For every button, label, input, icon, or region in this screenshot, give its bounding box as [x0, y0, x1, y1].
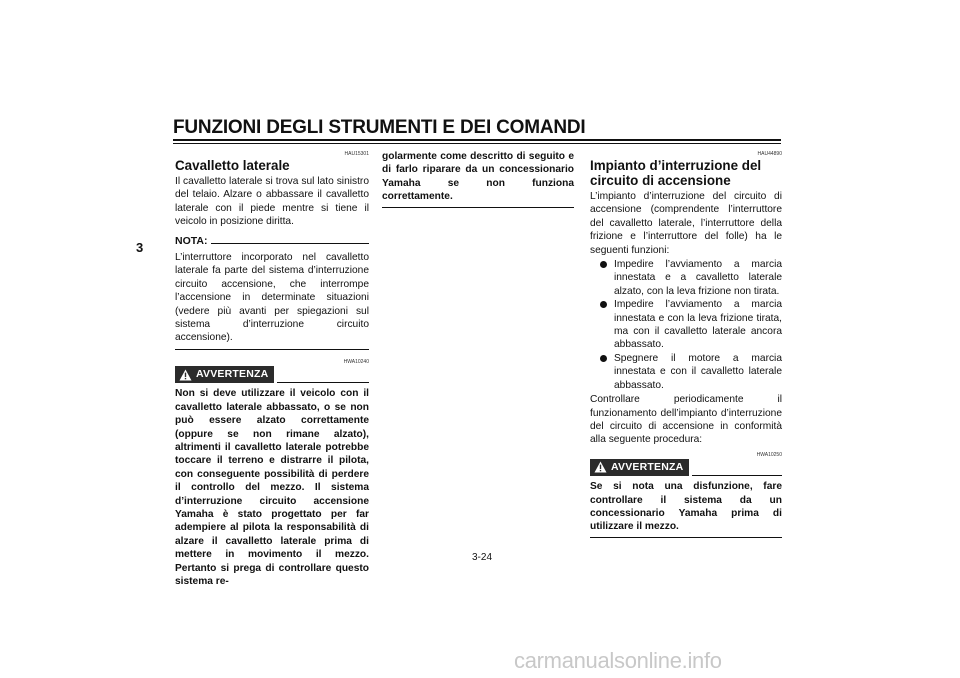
- note-label: NOTA:: [175, 234, 208, 247]
- warning-rule: [277, 382, 369, 383]
- watermark: carmanualsonline.info: [514, 648, 722, 673]
- section-heading-side-stand: Cavalletto laterale: [175, 158, 290, 173]
- function-list: [600, 258, 782, 392]
- warning-end-rule: [590, 537, 782, 539]
- warning-badge: [175, 366, 274, 383]
- list-item: Spegnere il motore a marcia innestata e con il cavalletto laterale abbassato.: [600, 352, 782, 392]
- list-item: Impedire l’avviamento a marcia innestata e con la leva frizione tirata, ma con il cavalletto laterale ancora abbassato.: [600, 298, 782, 352]
- section-code: HAU44890: [757, 151, 782, 157]
- warning-rule: [692, 475, 782, 476]
- section-body: L’impianto d’interruzione del circuito di accensione (comprendente l’interruttore del cavalletto laterale, l’interruttore della frizione e l’interruttore del folle) ha le seguenti funzioni:: [590, 191, 782, 256]
- bullet-icon: [600, 261, 607, 268]
- warning-text-continued: golarmente come descritto di seguito e di farlo riparare da un concessionario Yamaha se non funziona correttamente.: [382, 151, 574, 203]
- warning-label: AVVERTENZA: [196, 367, 269, 380]
- bullet-icon: [600, 355, 607, 362]
- page-number: 3-24: [471, 552, 492, 563]
- warning-text: Se si nota una disfunzione, fare controllare il sistema da un concessionario Yamaha prima di utilizzare il mezzo.: [590, 481, 782, 533]
- section-body: Il cavalletto laterale si trova sul lato sinistro del telaio. Alzare o abbassare il cavalletto laterale con il piede mentre si tiene il veicolo in posizione diritta.: [175, 176, 369, 228]
- column-1: [175, 150, 369, 588]
- page-title: FUNZIONI DEGLI STRUMENTI E DEI COMANDI: [173, 117, 586, 138]
- note-text: L’interruttore incorporato nel cavalletto laterale fa parte del sistema d’interruzione circuito accensione, che interrompe l’accensione in determinate situazioni (vedere più avanti per spiegazioni sul sistema d’interruzione circuito accensione).: [175, 252, 369, 344]
- warning-header: [590, 459, 782, 476]
- warning-code: HWA10250: [756, 451, 782, 458]
- warning-end-rule: [382, 207, 574, 209]
- warning-badge: [590, 459, 689, 476]
- warning-header: [175, 366, 369, 383]
- warning-text: Non si deve utilizzare il veicolo con il cavalletto laterale abbassato, o se non può essere alzato correttamente (oppure se non rimane alzato), altrimenti il cavalletto laterale potrebbe toccare il terreno e distrarre il pilota, con conseguente possibilità di perdere il controllo del mezzo. Il sistema d’interruzione circuito accensione Yamaha è stato progettato per far adempiere al pilota la responsabilità di alzare il cavalletto laterale prima di mettere in movimento il mezzo. Pertanto si prega di controllare questo sistema re-: [175, 388, 369, 587]
- bullet-icon: [600, 301, 607, 308]
- section-heading-ignition-cutoff: Impianto d’interruzione del circuito di accensione: [590, 158, 762, 188]
- warning-box: [175, 358, 369, 589]
- column-3: [590, 150, 782, 538]
- list-item: Impedire l’avviamento a marcia innestata e a cavalletto laterale alzato, con la leva frizione non tirata.: [600, 258, 782, 298]
- warning-box: [590, 451, 782, 539]
- section-body-2: Controllare periodicamente il funzionamento dell’impianto d’interruzione del circuito di accensione in conformità alla seguente procedura:: [590, 394, 782, 446]
- column-2: [382, 150, 574, 208]
- header-rule: [173, 139, 781, 141]
- note-rule: [211, 243, 369, 244]
- warning-code: HWA10240: [343, 358, 369, 365]
- header-rule-thin: [173, 143, 781, 144]
- note-header: [175, 235, 369, 248]
- section-code: HAU15301: [344, 151, 369, 157]
- warning-triangle-icon: [594, 461, 607, 473]
- warning-label: AVVERTENZA: [611, 460, 684, 473]
- warning-triangle-icon: [179, 369, 192, 381]
- chapter-tab: 3: [136, 240, 144, 255]
- note-end-rule: [175, 349, 369, 350]
